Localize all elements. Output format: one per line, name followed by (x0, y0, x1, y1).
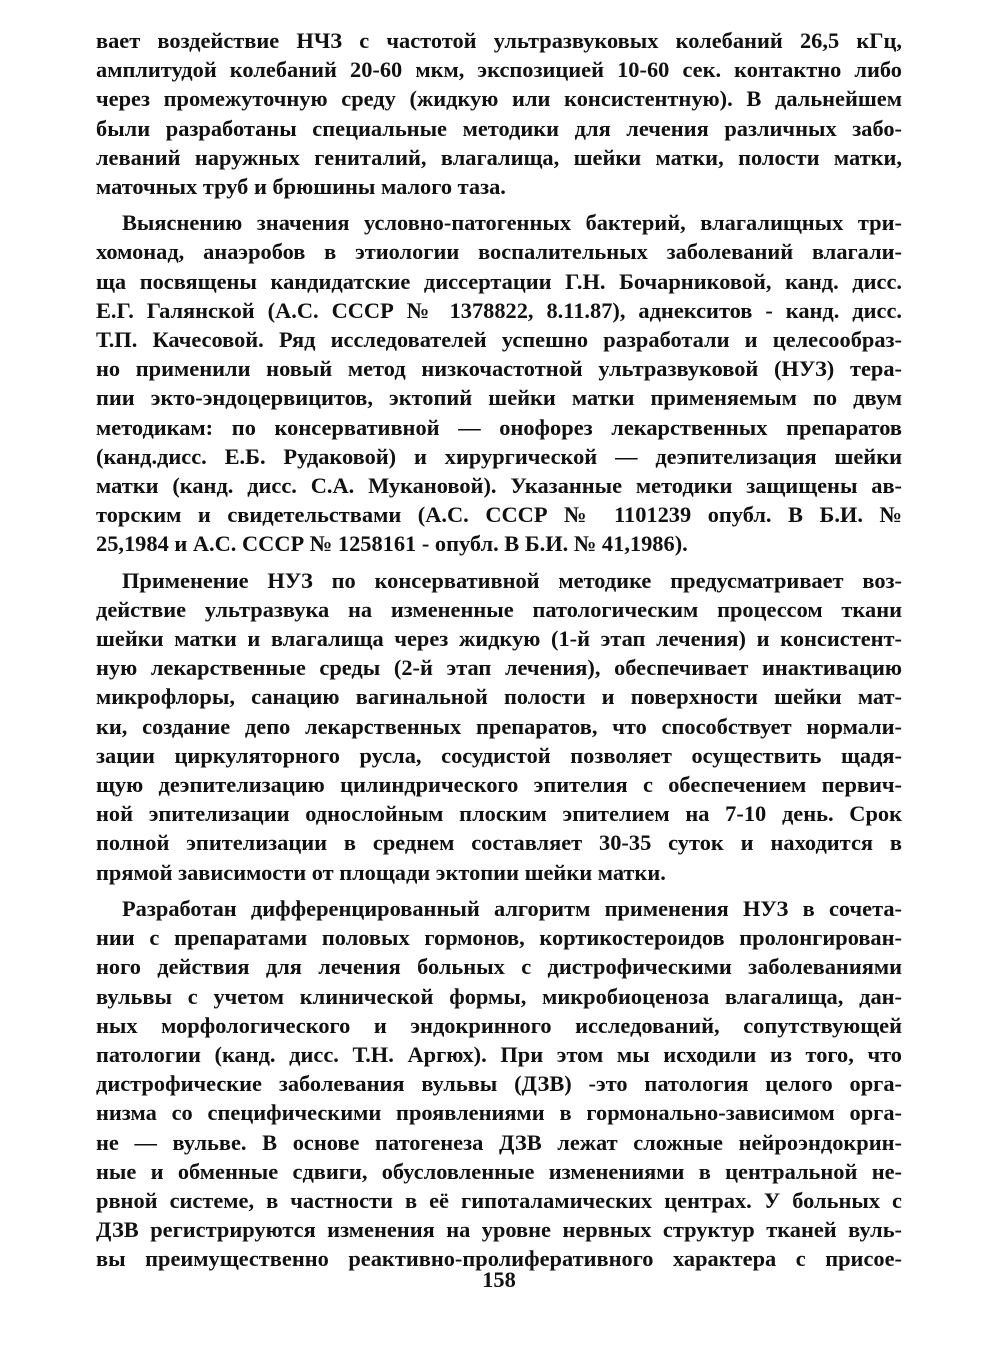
text-line: вает воздействие НЧЗ с частотой ультразвуковых колебаний 26,5 кГц, (96, 28, 902, 53)
text-line: хомонад, анаэробов в этиологии воспалительных заболеваний влагали- (96, 239, 902, 265)
text-line: нии с препаратами половых гормонов, кортикостероидов пролонгирован- (96, 925, 902, 951)
text-line: амплитудой колебаний 20-60 мкм, экспозицией 10-60 сек. контактно либо (96, 57, 902, 83)
text-line: ные и обменные сдвиги, обусловленные изменениями в центральной не- (96, 1158, 902, 1184)
text-line: не — вульве. В основе патогенеза ДЗВ лежат сложные нейроэндокрин- (96, 1129, 902, 1155)
text-line: ной эпителизации однослойным плоским эпителием на 7-10 день. Срок (96, 801, 902, 827)
text-line: ных морфологического и эндокринного исследований, сопутствующей (96, 1012, 902, 1038)
text-line: ную лекарственные среды (2-й этап лечения), обеспечивает инактивацию (96, 655, 902, 681)
paragraph-4 (96, 894, 902, 1274)
text-line: патологии (канд. дисс. Т.Н. Аргюх). При этом мы исходили из того, что (96, 1041, 902, 1067)
text-line: 25,1984 и А.С. СССР № 1258161 - опубл. В Б.И. № 41,1986). (96, 531, 688, 557)
text-line: щую деэпителизацию цилиндрического эпителия с обеспечением первич- (96, 772, 902, 798)
text-line: микрофлоры, санацию вагинальной полости и поверхности шейки мат- (96, 684, 902, 710)
text-line: ного действия для лечения больных с дистрофическими заболеваниями (96, 954, 902, 980)
text-line: методикам: по консервативной — онофорез лекарственных препаратов (96, 414, 902, 440)
text-line: маточных труб и брюшины малого таза. (96, 174, 506, 200)
page-number: 158 (482, 1267, 516, 1292)
text-line: прямой зависимости от площади эктопии шейки матки. (96, 859, 666, 885)
text-line: торским и свидетельствами (А.С. СССР № 1101239 опубл. В Б.И. № (96, 502, 902, 528)
text-line: Т.П. Качесовой. Ряд исследователей успешно разработали и целесообраз- (96, 327, 902, 353)
text-line: полной эпителизации в среднем составляет 30-35 суток и находится в (96, 830, 902, 856)
text-line: но применили новый метод низкочастотной ультразвуковой (НУЗ) тера- (96, 356, 902, 382)
text-line: были разработаны специальные методики для лечения различных забо- (96, 115, 902, 141)
text-line: Е.Г. Галянской (А.С. СССР № 1378822, 8.11.87), аднекситов - канд. дисс. (96, 297, 902, 323)
text-line: Выяснению значения условно-патогенных бактерий, влагалищных три- (122, 210, 902, 236)
paragraph-1 (96, 26, 902, 201)
text-line: ДЗВ регистрируются изменения на уровне нервных структур тканей вуль- (96, 1217, 902, 1243)
text-line: ки, создание депо лекарственных препаратов, что способствует нормали- (96, 713, 902, 739)
text-line: дистрофические заболевания вульвы (ДЗВ) -это патология целого орга- (96, 1071, 902, 1097)
paragraph-2 (96, 208, 902, 558)
text-line: через промежуточную среду (жидкую или консистентную). В дальнейшем (96, 86, 902, 112)
text-line: пии экто-эндоцервицитов, эктопий шейки матки применяемым по двум (96, 385, 902, 411)
text-line: (канд.дисс. Е.Б. Рудаковой) и хирургической — деэпителизация шейки (96, 443, 902, 469)
page-body-text (96, 26, 902, 1281)
text-line: леваний наружных гениталий, влагалища, шейки матки, полости матки, (96, 144, 902, 170)
text-line: Применение НУЗ по консервативной методике предусматривает воз- (122, 567, 902, 593)
text-line: вы преимущественно реактивно-пролиферативного характера с присое- (96, 1246, 902, 1272)
text-line: матки (канд. дисс. С.А. Мукановой). Указанные методики защищены ав- (96, 473, 902, 499)
text-line: зации циркуляторного русла, сосудистой позволяет осуществить щадя- (96, 742, 902, 768)
text-line: низма со специфическими проявлениями в гормонально-зависимом орга- (96, 1100, 902, 1126)
text-line: Разработан дифференцированный алгоритм применения НУЗ в сочета- (122, 895, 902, 921)
text-line: вульвы с учетом клинической формы, микробиоценоза влагалища, дан- (96, 983, 902, 1009)
text-line: шейки матки и влагалища через жидкую (1-й этап лечения) и консистент- (96, 626, 902, 652)
text-line: ща посвящены кандидатские диссертации Г.Н. Бочарниковой, канд. дисс. (96, 268, 902, 294)
paragraph-3 (96, 566, 902, 887)
text-line: действие ультразвука на измененные патологическим процессом ткани (96, 596, 902, 622)
text-line: рвной системе, в частности в её гипоталамических центрах. У больных с (96, 1187, 902, 1213)
